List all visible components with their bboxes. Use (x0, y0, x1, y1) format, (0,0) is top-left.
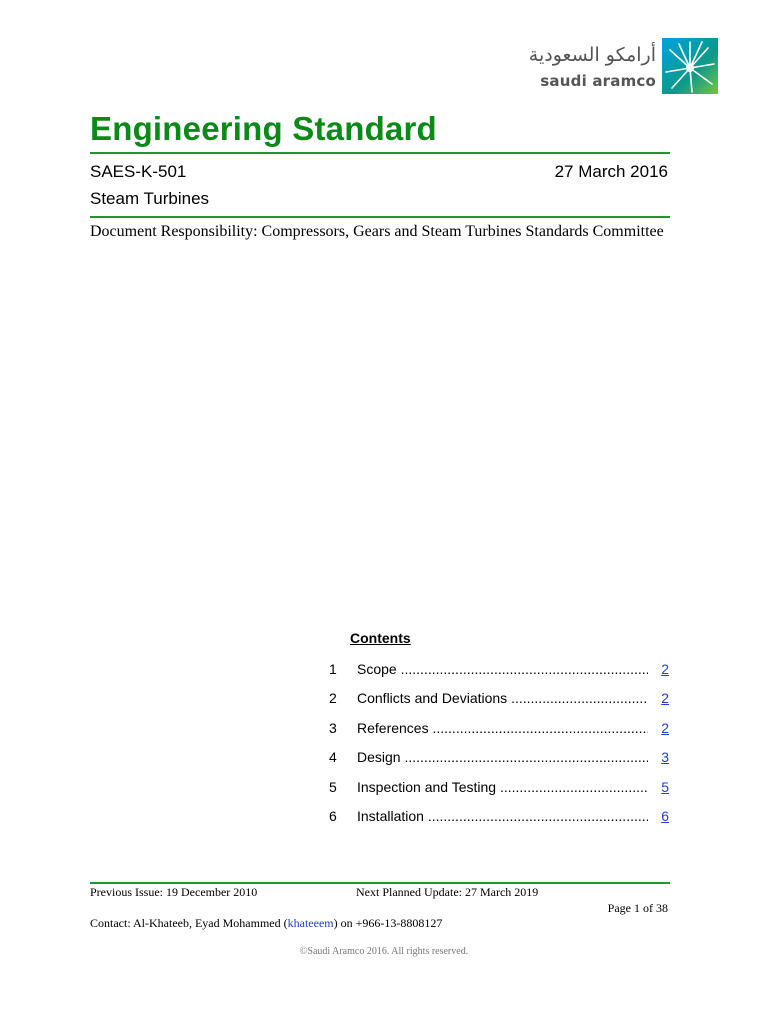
toc-item-label: Scope ..... (357, 661, 648, 677)
toc-page-link[interactable]: 6 (661, 808, 669, 824)
toc-page-link[interactable]: 2 (661, 690, 669, 706)
toc-item-label: Installation ..... (357, 808, 648, 824)
standard-date: 27 March 2016 (554, 162, 668, 181)
toc-item-number: 2 (329, 690, 337, 706)
toc-page-link[interactable]: 2 (661, 720, 669, 736)
title-divider (90, 152, 670, 154)
toc-item-number: 5 (329, 779, 337, 795)
previous-issue: Previous Issue: 19 December 2010 (90, 885, 258, 899)
aramco-star-icon (662, 38, 718, 94)
contact-suffix: ) on +966-13-8808127 (333, 916, 443, 930)
saudi-aramco-logo (528, 38, 718, 94)
copyright: ©Saudi Aramco 2016. All rights reserved. (299, 946, 469, 957)
toc-page-link[interactable]: 3 (661, 749, 669, 765)
toc-item[interactable] (329, 661, 670, 681)
toc-item[interactable] (329, 808, 670, 828)
toc-item[interactable] (329, 720, 670, 740)
contents-heading: Contents (350, 630, 411, 646)
subject-divider (90, 216, 670, 218)
toc-item-label: Conflicts and Deviations ..... (357, 690, 648, 706)
document-responsibility: Document Responsibility: Compressors, Gears and Steam Turbines Standards Committee (90, 223, 664, 240)
contact-prefix: Contact: Al-Khateeb, Eyad Mohammed ( (90, 916, 288, 930)
toc-item-number: 1 (329, 661, 337, 677)
toc-item[interactable] (329, 779, 670, 799)
page-number: Page 1 of 38 (607, 901, 668, 915)
footer-divider (90, 882, 670, 884)
toc-item-label: Inspection and Testing ..... (357, 779, 648, 795)
logo-arabic-text: أرامكو السعودية (528, 44, 656, 66)
standard-number: SAES-K-501 (90, 162, 187, 181)
next-planned-update: Next Planned Update: 27 March 2019 (356, 885, 539, 899)
toc-page-link[interactable]: 2 (661, 661, 669, 677)
toc-item[interactable] (329, 749, 670, 769)
standard-subject: Steam Turbines (90, 189, 210, 208)
contact-line (90, 916, 442, 931)
toc-item-number: 4 (329, 749, 337, 765)
toc-item-label: Design ..... (357, 749, 648, 765)
toc-page-link[interactable]: 5 (661, 779, 669, 795)
contact-link[interactable]: khateeem (287, 916, 334, 930)
toc-item-number: 3 (329, 720, 337, 736)
logo-latin-text: saudi aramco (540, 72, 656, 90)
toc-item[interactable] (329, 690, 670, 710)
page-title: Engineering Standard (90, 110, 437, 147)
toc-item-number: 6 (329, 808, 337, 824)
toc-item-label: References ..... (357, 720, 648, 736)
